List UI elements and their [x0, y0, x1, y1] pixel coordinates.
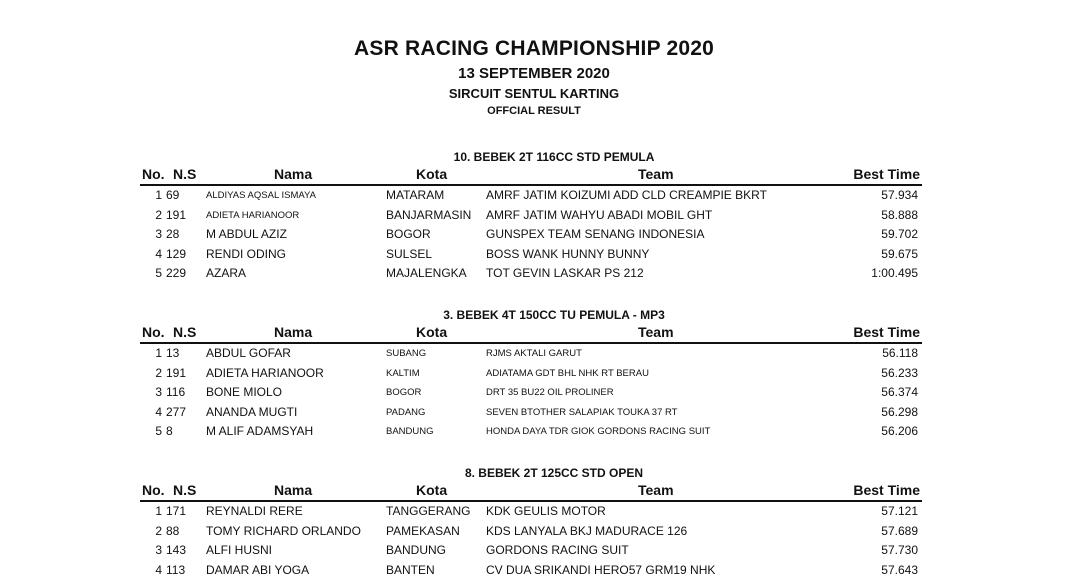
cell-kota: BANTEN — [386, 562, 435, 577]
cell-no: 1 — [155, 346, 162, 360]
cell-no: 4 — [155, 562, 162, 577]
cell-best: 58.888 — [881, 207, 918, 222]
table-row — [140, 206, 922, 226]
result-subtitle: OFFCIAL RESULT — [487, 105, 581, 117]
cell-ns: 171 — [166, 504, 187, 518]
col-nama-header: Nama — [274, 166, 313, 182]
cell-no: 2 — [155, 523, 162, 538]
cell-no: 4 — [155, 246, 162, 261]
document-header — [0, 36, 1068, 119]
cell-best: 57.643 — [881, 562, 918, 577]
table-row — [140, 522, 922, 542]
cell-no: 4 — [155, 404, 162, 419]
cell-nama: M ABDUL AZIZ — [206, 227, 287, 241]
cell-ns: 129 — [166, 246, 187, 261]
col-kota-header: Kota — [416, 166, 448, 182]
col-nama-header: Nama — [274, 324, 313, 340]
cell-ns: 277 — [166, 404, 187, 419]
table-header — [140, 166, 922, 186]
section-title: 3. BEBEK 4T 150CC TU PEMULA - MP3 — [443, 308, 665, 322]
table-row — [140, 344, 922, 364]
cell-nama: M ALIF ADAMSYAH — [206, 424, 314, 438]
results-section — [0, 464, 1068, 580]
col-no-header: No. — [142, 166, 165, 182]
cell-team: KDS LANYALA BKJ MADURACE 126 — [486, 523, 688, 538]
cell-best: 1:00.495 — [871, 266, 918, 280]
cell-team: KDK GEULIS MOTOR — [486, 504, 606, 518]
cell-nama: BONE MIOLO — [206, 385, 283, 399]
col-kota-header: Kota — [416, 482, 448, 498]
cell-nama: ABDUL GOFAR — [206, 346, 291, 360]
col-best-header: Best Time — [853, 166, 920, 182]
col-ns-header: N.S — [173, 482, 197, 498]
cell-no: 2 — [155, 365, 162, 380]
cell-no: 1 — [155, 504, 162, 518]
section-title: 10. BEBEK 2T 116CC STD PEMULA — [453, 150, 655, 164]
cell-nama: ADIETA HARIANOOR — [206, 209, 300, 221]
cell-no: 3 — [155, 227, 162, 241]
col-team-header: Team — [638, 166, 674, 182]
col-kota-header: Kota — [416, 324, 448, 340]
cell-ns: 116 — [166, 385, 186, 399]
cell-nama: ADIETA HARIANOOR — [206, 365, 324, 380]
cell-ns: 88 — [166, 523, 180, 538]
table-header — [140, 482, 922, 502]
cell-team: RJMS AKTALI GARUT — [486, 348, 582, 359]
cell-nama: TOMY RICHARD ORLANDO — [206, 523, 361, 538]
cell-team: DRT 35 BU22 OIL PROLINER — [486, 387, 614, 398]
cell-kota: MATARAM — [386, 188, 445, 202]
cell-kota: SUBANG — [386, 348, 427, 359]
venue-name: SIRCUIT SENTUL KARTING — [448, 86, 620, 101]
table-row — [140, 561, 922, 580]
col-team-header: Team — [638, 482, 674, 498]
cell-best: 56.118 — [882, 346, 918, 360]
table-row — [140, 364, 922, 384]
cell-no: 3 — [155, 385, 162, 399]
cell-best: 56.206 — [881, 424, 918, 438]
cell-nama: ANANDA MUGTI — [206, 404, 298, 419]
table-row — [140, 225, 922, 245]
cell-ns: 191 — [166, 207, 187, 222]
section-title: 8. BEBEK 2T 125CC STD OPEN — [464, 466, 644, 480]
cell-best: 57.934 — [881, 188, 918, 202]
col-ns-header: N.S — [173, 324, 197, 340]
table-row — [140, 264, 922, 284]
cell-nama: DAMAR ABI YOGA — [206, 562, 310, 577]
cell-best: 57.689 — [881, 523, 918, 538]
cell-kota: PADANG — [386, 406, 426, 418]
cell-ns: 8 — [166, 424, 173, 438]
cell-team: GORDONS RACING SUIT — [486, 543, 629, 557]
cell-kota: BOGOR — [386, 227, 431, 241]
table-row — [140, 541, 922, 561]
cell-team: HONDA DAYA TDR GIOK GORDONS RACING SUIT — [486, 426, 711, 437]
cell-ns: 113 — [166, 562, 186, 577]
cell-no: 3 — [155, 543, 162, 557]
cell-ns: 143 — [166, 543, 187, 557]
cell-best: 57.121 — [881, 504, 918, 518]
cell-ns: 69 — [166, 188, 180, 202]
cell-best: 57.730 — [881, 543, 918, 557]
event-date: 13 SEPTEMBER 2020 — [458, 65, 610, 82]
cell-team: AMRF JATIM WAHYU ABADI MOBIL GHT — [486, 207, 713, 222]
results-section — [0, 148, 1068, 284]
cell-best: 59.675 — [881, 246, 918, 261]
col-team-header: Team — [638, 324, 674, 340]
cell-ns: 13 — [166, 346, 180, 360]
col-best-header: Best Time — [853, 324, 920, 340]
cell-ns: 229 — [166, 266, 187, 280]
col-nama-header: Nama — [274, 482, 313, 498]
cell-team: TOT GEVIN LASKAR PS 212 — [486, 266, 644, 280]
table-row — [140, 245, 922, 265]
table-row — [140, 186, 922, 206]
cell-kota: BANDUNG — [386, 426, 434, 437]
cell-nama: ALDIYAS AQSAL ISMAYA — [206, 190, 316, 201]
cell-kota: BOGOR — [386, 387, 422, 398]
col-no-header: No. — [142, 482, 165, 498]
cell-best: 56.298 — [881, 404, 918, 419]
cell-team: CV DUA SRIKANDI HERO57 GRM19 NHK — [486, 562, 716, 577]
cell-nama: ALFI HUSNI — [206, 543, 273, 557]
cell-kota: MAJALENGKA — [386, 266, 467, 280]
cell-best: 59.702 — [881, 227, 918, 241]
cell-no: 1 — [155, 188, 162, 202]
cell-team: BOSS WANK HUNNY BUNNY — [486, 246, 650, 261]
cell-nama: RENDI ODING — [206, 246, 287, 261]
cell-kota: BANJARMASIN — [386, 207, 472, 222]
col-ns-header: N.S — [173, 166, 197, 182]
cell-team: AMRF JATIM KOIZUMI ADD CLD CREAMPIE BKRT — [486, 188, 767, 202]
cell-best: 56.233 — [881, 365, 918, 380]
cell-kota: TANGGERANG — [386, 504, 471, 518]
table-row — [140, 502, 922, 522]
cell-kota: KALTIM — [386, 367, 420, 379]
table-row — [140, 383, 922, 403]
cell-kota: PAMEKASAN — [386, 523, 460, 538]
cell-team: ADIATAMA GDT BHL NHK RT BERAU — [486, 367, 649, 379]
cell-best: 56.374 — [881, 385, 918, 399]
col-best-header: Best Time — [853, 482, 920, 498]
table-row — [140, 422, 922, 442]
cell-team: SEVEN BTOTHER SALAPIAK TOUKA 37 RT — [486, 406, 678, 418]
cell-kota: SULSEL — [386, 246, 433, 261]
cell-nama: REYNALDI RERE — [206, 504, 303, 518]
cell-ns: 28 — [166, 227, 180, 241]
table-header — [140, 324, 922, 344]
document-title: ASR RACING CHAMPIONSHIP 2020 — [354, 37, 714, 60]
cell-ns: 191 — [166, 365, 187, 380]
col-no-header: No. — [142, 324, 165, 340]
cell-no: 5 — [155, 424, 162, 438]
cell-team: GUNSPEX TEAM SENANG INDONESIA — [486, 227, 705, 241]
table-row — [140, 403, 922, 423]
cell-nama: AZARA — [206, 266, 247, 280]
cell-no: 2 — [155, 207, 162, 222]
results-section — [0, 306, 1068, 442]
cell-kota: BANDUNG — [386, 543, 447, 557]
cell-no: 5 — [155, 266, 162, 280]
